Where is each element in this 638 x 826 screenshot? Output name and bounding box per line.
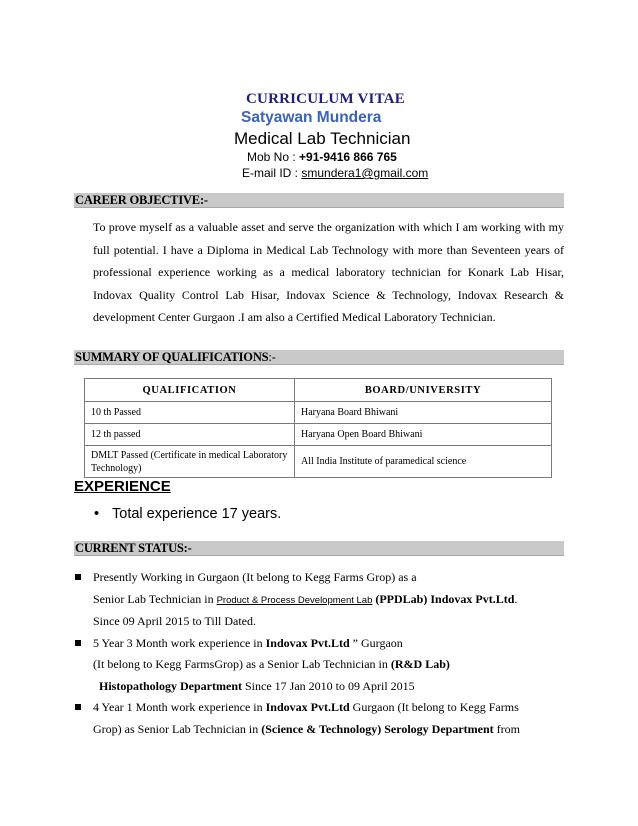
status-line (93, 589, 564, 612)
status-text: ” Gurgaon (349, 635, 403, 650)
square-bullet-icon (75, 640, 81, 646)
status-line (93, 654, 564, 676)
mobile-number: +91-9416 866 765 (299, 150, 397, 164)
status-text: Grop) as Senior Lab Technician in (93, 721, 262, 736)
qualifications-heading-suffix: :- (268, 350, 276, 364)
table-header-row (85, 379, 552, 402)
board-cell: Haryana Board Bhiwani (295, 402, 552, 424)
status-bold-text: Indovax Pvt.Ltd (265, 700, 350, 714)
status-line (93, 719, 564, 741)
status-text: from (493, 721, 520, 736)
status-text: Since 17 Jan 2010 to 09 April 2015 (242, 678, 415, 693)
email-line (242, 166, 638, 180)
current-status-list (74, 567, 564, 740)
bullet-icon: • (94, 506, 100, 522)
current-status-heading: CURRENT STATUS:- (74, 541, 564, 556)
status-line: Since 09 April 2015 to Till Dated. (93, 614, 257, 628)
status-line (93, 676, 564, 698)
square-bullet-icon (75, 574, 81, 580)
cv-title: CURRICULUM VITAE (246, 91, 405, 107)
status-bold-text: Histopathology Department (99, 678, 242, 693)
board-cell: Haryana Open Board Bhiwani (295, 424, 552, 446)
candidate-name: Satyawan Mundera (241, 109, 382, 126)
status-text: . (514, 591, 518, 606)
status-item-1 (74, 567, 564, 633)
status-bold-text: (Science & Technology) Serology Department (261, 721, 494, 736)
status-item-3 (74, 697, 564, 740)
qualification-cell: DMLT Passed (Certificate in medical Laboratory Technology) (85, 446, 295, 478)
status-bold-text: Indovax Pvt.Ltd (265, 635, 350, 650)
column-header-qualification: QUALIFICATION (85, 379, 295, 402)
experience-heading: EXPERIENCE (74, 478, 171, 495)
experience-item (94, 506, 281, 522)
status-bold-text: (PPDLab) Indovax Pvt.Ltd (372, 591, 515, 606)
table-row (85, 446, 552, 478)
status-text: 5 Year 3 Month work experience in (93, 635, 266, 650)
status-item-2 (74, 633, 564, 698)
square-bullet-icon (75, 704, 81, 710)
qualifications-heading (74, 350, 564, 365)
ppd-lab-link[interactable]: Product & Process Development Lab (216, 594, 373, 606)
qualification-cell: 10 th Passed (85, 402, 295, 424)
status-line: Presently Working in Gurgaon (It belong to Kegg Farms Grop) as a (93, 570, 417, 584)
status-text: (It belong to Kegg FarmsGrop) as a Senior Lab Technician in (93, 657, 391, 671)
column-header-board: BOARD/UNIVERSITY (295, 379, 552, 402)
status-bold-text: (R&D Lab) (390, 657, 450, 671)
experience-text: Total experience 17 years. (112, 506, 282, 522)
qualifications-table (84, 378, 552, 478)
status-text: 4 Year 1 Month work experience in (93, 700, 266, 714)
status-text: Gurgaon (It belong to Kegg Farms (349, 700, 519, 714)
table-row (85, 424, 552, 446)
status-line (93, 697, 564, 719)
status-line (93, 633, 564, 655)
career-objective-text: To prove myself as a valuable asset and serve the organization with which I am working with my full potential. I have a Diploma in Medical Lab Technology with more than Seventeen years of professional experience working as a medical laboratory technician for Konark Lab Hisar, Indovax Quality Control Lab Hisar, Indovax Science & Technology, Indovax Research & development Center Gurgaon .I am also a Certified Medical Laboratory Technician. (93, 220, 564, 325)
email-label: E-mail ID : (242, 166, 302, 180)
status-text: Senior Lab Technician in (93, 591, 217, 606)
career-objective-heading: CAREER OBJECTIVE:- (74, 193, 564, 208)
board-cell: All India Institute of paramedical science (295, 446, 552, 478)
table-row (85, 402, 552, 424)
candidate-role: Medical Lab Technician (234, 129, 411, 148)
email-link[interactable]: smundera1@gmail.com (301, 166, 429, 180)
qualifications-heading-text: SUMMARY OF QUALIFICATIONS (75, 350, 269, 364)
qualification-cell: 12 th passed (85, 424, 295, 446)
mobile-line (247, 150, 638, 164)
mobile-label: Mob No : (247, 150, 300, 164)
